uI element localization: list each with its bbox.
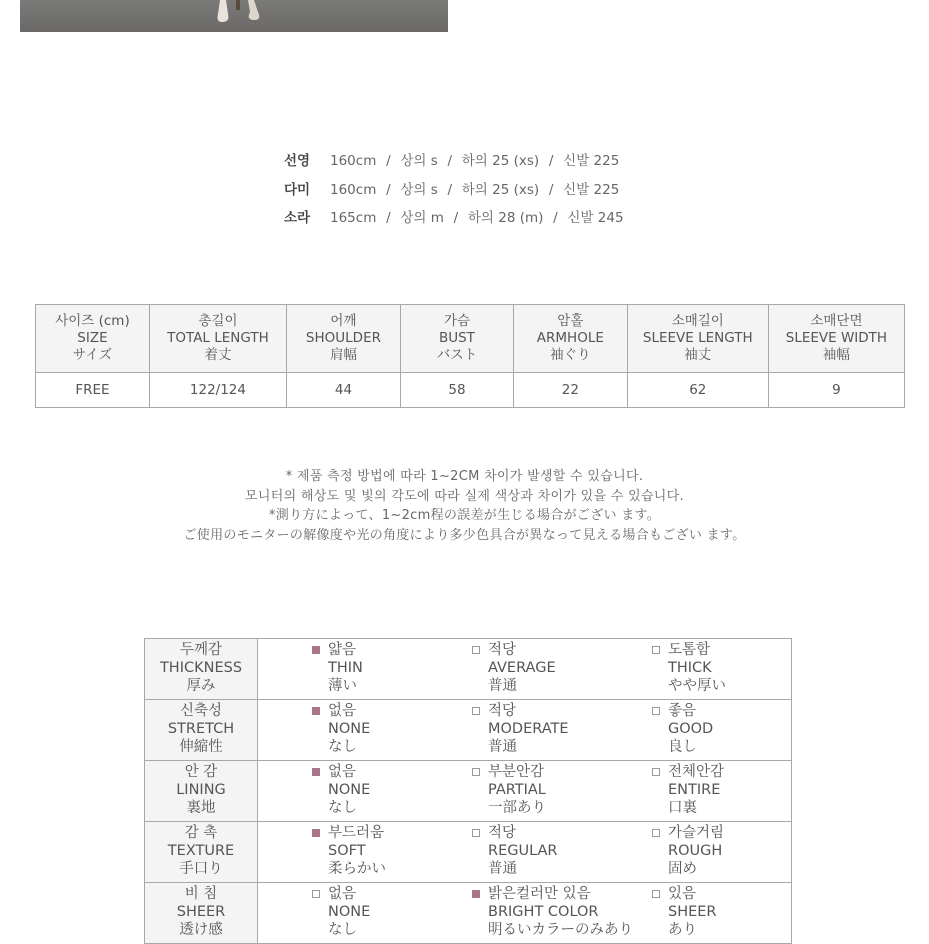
size-value-cell: 122/124	[149, 373, 286, 408]
fabric-label-text: LINING	[176, 782, 226, 798]
unchecked-box-icon	[652, 829, 660, 837]
separator: /	[453, 210, 459, 226]
fabric-option	[328, 824, 386, 878]
separator: /	[548, 181, 554, 198]
unchecked-box-icon	[472, 707, 480, 715]
size-value-cell: 62	[627, 373, 768, 408]
header-text: 着丈	[204, 347, 232, 363]
note-line: * 제품 측정 방법에 따라 1~2CM 차이가 발생할 수 있습니다.	[285, 469, 644, 484]
option-text: GOOD	[668, 721, 714, 737]
option-text: 良し	[668, 739, 697, 755]
fabric-label	[145, 761, 258, 822]
size-header-cell	[513, 305, 627, 373]
fabric-option	[488, 702, 569, 756]
model-measure: 하의 25 (xs)	[461, 153, 540, 169]
model-measure: 하의 28 (m)	[467, 210, 544, 226]
note-line: ご使用のモニターの解像度や光の角度により多少色具合が異なって見える場合もござい ます。	[183, 527, 746, 543]
option-text: 좋음	[668, 703, 697, 719]
fabric-label	[145, 639, 258, 700]
option-text: なし	[328, 800, 357, 816]
option-text: NONE	[328, 721, 371, 737]
fabric-row	[145, 822, 792, 883]
header-text: サイズ	[72, 347, 113, 363]
fabric-label-text: 厚み	[186, 678, 216, 694]
fabric-options	[258, 700, 792, 761]
fabric-option	[328, 641, 363, 695]
header-text: 소매단면	[810, 313, 863, 329]
option-text: BRIGHT COLOR	[488, 904, 599, 920]
fabric-label-text: 신축성	[179, 703, 223, 719]
fabric-option	[328, 702, 370, 756]
unchecked-box-icon	[312, 890, 320, 898]
option-text: 얇음	[328, 642, 357, 658]
fabric-label-text: 裏地	[186, 800, 216, 816]
size-header-cell	[400, 305, 513, 373]
fabric-label-text: TEXTURE	[167, 843, 235, 859]
model-measure: 상의 m	[400, 210, 444, 226]
header-text: ARMHOLE	[536, 330, 604, 346]
unchecked-box-icon	[652, 768, 660, 776]
separator: /	[447, 153, 453, 169]
note-line: 모니터의 해상도 및 빛의 각도에 따라 실제 색상과 차이가 있을 수 있습니다.	[245, 488, 684, 504]
fabric-row	[145, 883, 792, 944]
checked-box-icon	[312, 768, 320, 776]
option-text: SOFT	[328, 843, 366, 859]
header-text: 소매길이	[671, 313, 724, 329]
option-text: 없음	[328, 703, 357, 719]
option-text: 적당	[488, 642, 517, 658]
size-value-cell: 44	[286, 373, 400, 408]
option-text: REGULAR	[488, 843, 558, 859]
fabric-label-text: 透け感	[179, 922, 223, 938]
fabric-option	[668, 641, 726, 695]
header-text: 가슴	[443, 313, 470, 329]
unchecked-box-icon	[652, 646, 660, 654]
option-text: ENTIRE	[668, 782, 721, 798]
model-measure: 165cm	[330, 210, 377, 226]
fabric-label-text: 手口り	[179, 861, 223, 877]
header-text: 사이즈 (cm)	[55, 313, 130, 329]
option-text: 柔らかい	[328, 861, 386, 877]
model-measure: 상의 s	[400, 181, 438, 198]
option-text: 없음	[328, 886, 357, 902]
separator: /	[386, 153, 391, 169]
fabric-options	[258, 639, 792, 700]
checked-box-icon	[312, 707, 320, 715]
option-text: THIN	[328, 660, 363, 676]
unchecked-box-icon	[652, 890, 660, 898]
unchecked-box-icon	[472, 768, 480, 776]
fabric-options	[258, 883, 792, 944]
model-name: 선영	[284, 153, 311, 169]
header-text: SHOULDER	[305, 330, 381, 346]
size-header-cell	[286, 305, 400, 373]
model-name: 소라	[284, 210, 311, 226]
header-text: 袖丈	[684, 347, 712, 363]
option-text: 普通	[488, 739, 517, 755]
option-text: THICK	[668, 660, 712, 676]
model-row	[284, 176, 624, 205]
fabric-label-text: 두께감	[179, 642, 223, 658]
fabric-label-text: 감 촉	[184, 825, 218, 841]
size-header-cell	[36, 305, 150, 373]
option-text: AVERAGE	[488, 660, 556, 676]
size-header-cell	[627, 305, 768, 373]
fabric-info-table	[144, 638, 792, 944]
option-text: 普通	[488, 861, 517, 877]
size-value-cell: FREE	[36, 373, 150, 408]
option-text: 薄い	[328, 678, 357, 694]
fabric-label	[145, 822, 258, 883]
header-text: 총길이	[198, 313, 238, 329]
fabric-row	[145, 700, 792, 761]
option-text: なし	[328, 739, 357, 755]
fabric-options	[258, 761, 792, 822]
fabric-option	[668, 824, 724, 878]
model-row	[284, 147, 624, 176]
fabric-option	[488, 763, 546, 817]
header-text: BUST	[438, 330, 475, 346]
option-text: ROUGH	[668, 843, 723, 859]
size-value-cell: 22	[513, 373, 627, 408]
option-text: 固め	[668, 861, 697, 877]
option-text: なし	[328, 922, 357, 938]
model-measure: 신발 225	[563, 181, 620, 198]
fabric-option	[488, 641, 556, 695]
fabric-option	[668, 763, 724, 817]
header-text: SLEEVE LENGTH	[642, 330, 753, 346]
checked-box-icon	[312, 646, 320, 654]
model-name: 다미	[284, 181, 311, 198]
checked-box-icon	[312, 829, 320, 837]
fabric-label-text: THICKNESS	[159, 660, 243, 676]
header-text: SIZE	[77, 330, 108, 346]
separator: /	[386, 181, 391, 198]
fabric-label-text: SHEER	[176, 904, 226, 920]
size-value-cell: 58	[400, 373, 513, 408]
fabric-label-text: 비 침	[184, 886, 218, 902]
option-text: やや厚い	[668, 678, 726, 694]
option-text: PARTIAL	[488, 782, 546, 798]
fabric-label	[145, 700, 258, 761]
model-measure: 신발 245	[567, 210, 624, 226]
header-text: 암홀	[557, 313, 584, 329]
fabric-label	[145, 883, 258, 944]
fabric-option	[488, 824, 558, 878]
header-text: 肩幅	[329, 347, 357, 363]
option-text: 적당	[488, 825, 517, 841]
fabric-label-text: 伸縮性	[179, 739, 223, 755]
option-text: 적당	[488, 703, 517, 719]
fabric-option	[488, 885, 633, 939]
size-table	[35, 304, 905, 408]
model-row	[284, 204, 624, 233]
header-text: 袖幅	[822, 347, 850, 363]
model-measure: 상의 s	[400, 153, 438, 169]
model-feet-image	[212, 0, 272, 24]
fabric-label-text: 안 감	[184, 764, 218, 780]
header-text: 袖ぐり	[550, 347, 591, 363]
option-text: 도톰함	[668, 642, 711, 658]
option-text: 없음	[328, 764, 357, 780]
fabric-row	[145, 639, 792, 700]
unchecked-box-icon	[652, 707, 660, 715]
option-text: 一部あり	[488, 800, 546, 816]
header-text: 어깨	[330, 313, 357, 329]
option-text: 부드러움	[328, 825, 385, 841]
option-text: 있음	[668, 886, 697, 902]
fabric-options	[258, 822, 792, 883]
separator: /	[548, 153, 554, 169]
model-measure: 하의 25 (xs)	[461, 181, 540, 198]
model-measure: 160cm	[330, 181, 377, 198]
option-text: 明るいカラーのみあり	[488, 922, 633, 938]
separator: /	[447, 181, 453, 198]
fabric-option	[668, 702, 713, 756]
option-text: 가슬거림	[668, 825, 725, 841]
model-measure: 신발 225	[563, 153, 620, 169]
option-text: 口裏	[668, 800, 697, 816]
header-text: TOTAL LENGTH	[167, 330, 269, 346]
unchecked-box-icon	[472, 646, 480, 654]
fabric-label-text: STRETCH	[167, 721, 235, 737]
option-text: 普通	[488, 678, 517, 694]
note-line: *測り方によって、1~2cm程の誤差が生じる場合がござい ます。	[268, 508, 661, 523]
header-text: バスト	[436, 347, 478, 363]
measurement-notes	[0, 467, 929, 545]
option-text: 전체안감	[668, 764, 725, 780]
separator: /	[386, 210, 391, 226]
separator: /	[553, 210, 558, 226]
option-text: NONE	[328, 782, 371, 798]
product-photo	[20, 0, 448, 32]
model-measure: 160cm	[330, 153, 377, 169]
fabric-option	[328, 885, 370, 939]
unchecked-box-icon	[472, 829, 480, 837]
fabric-option	[668, 885, 717, 939]
option-text: 부분안감	[488, 764, 545, 780]
option-text: MODERATE	[488, 721, 569, 737]
option-text: NONE	[328, 904, 371, 920]
fabric-row	[145, 761, 792, 822]
size-header-cell	[768, 305, 904, 373]
option-text: SHEER	[668, 904, 717, 920]
checked-box-icon	[472, 890, 480, 898]
fabric-option	[328, 763, 370, 817]
header-text: SLEEVE WIDTH	[785, 330, 888, 346]
size-value-cell: 9	[768, 373, 904, 408]
model-info	[284, 147, 624, 233]
size-header-cell	[149, 305, 286, 373]
option-text: 밝은컬러만 있음	[488, 886, 591, 902]
option-text: あり	[668, 922, 697, 938]
